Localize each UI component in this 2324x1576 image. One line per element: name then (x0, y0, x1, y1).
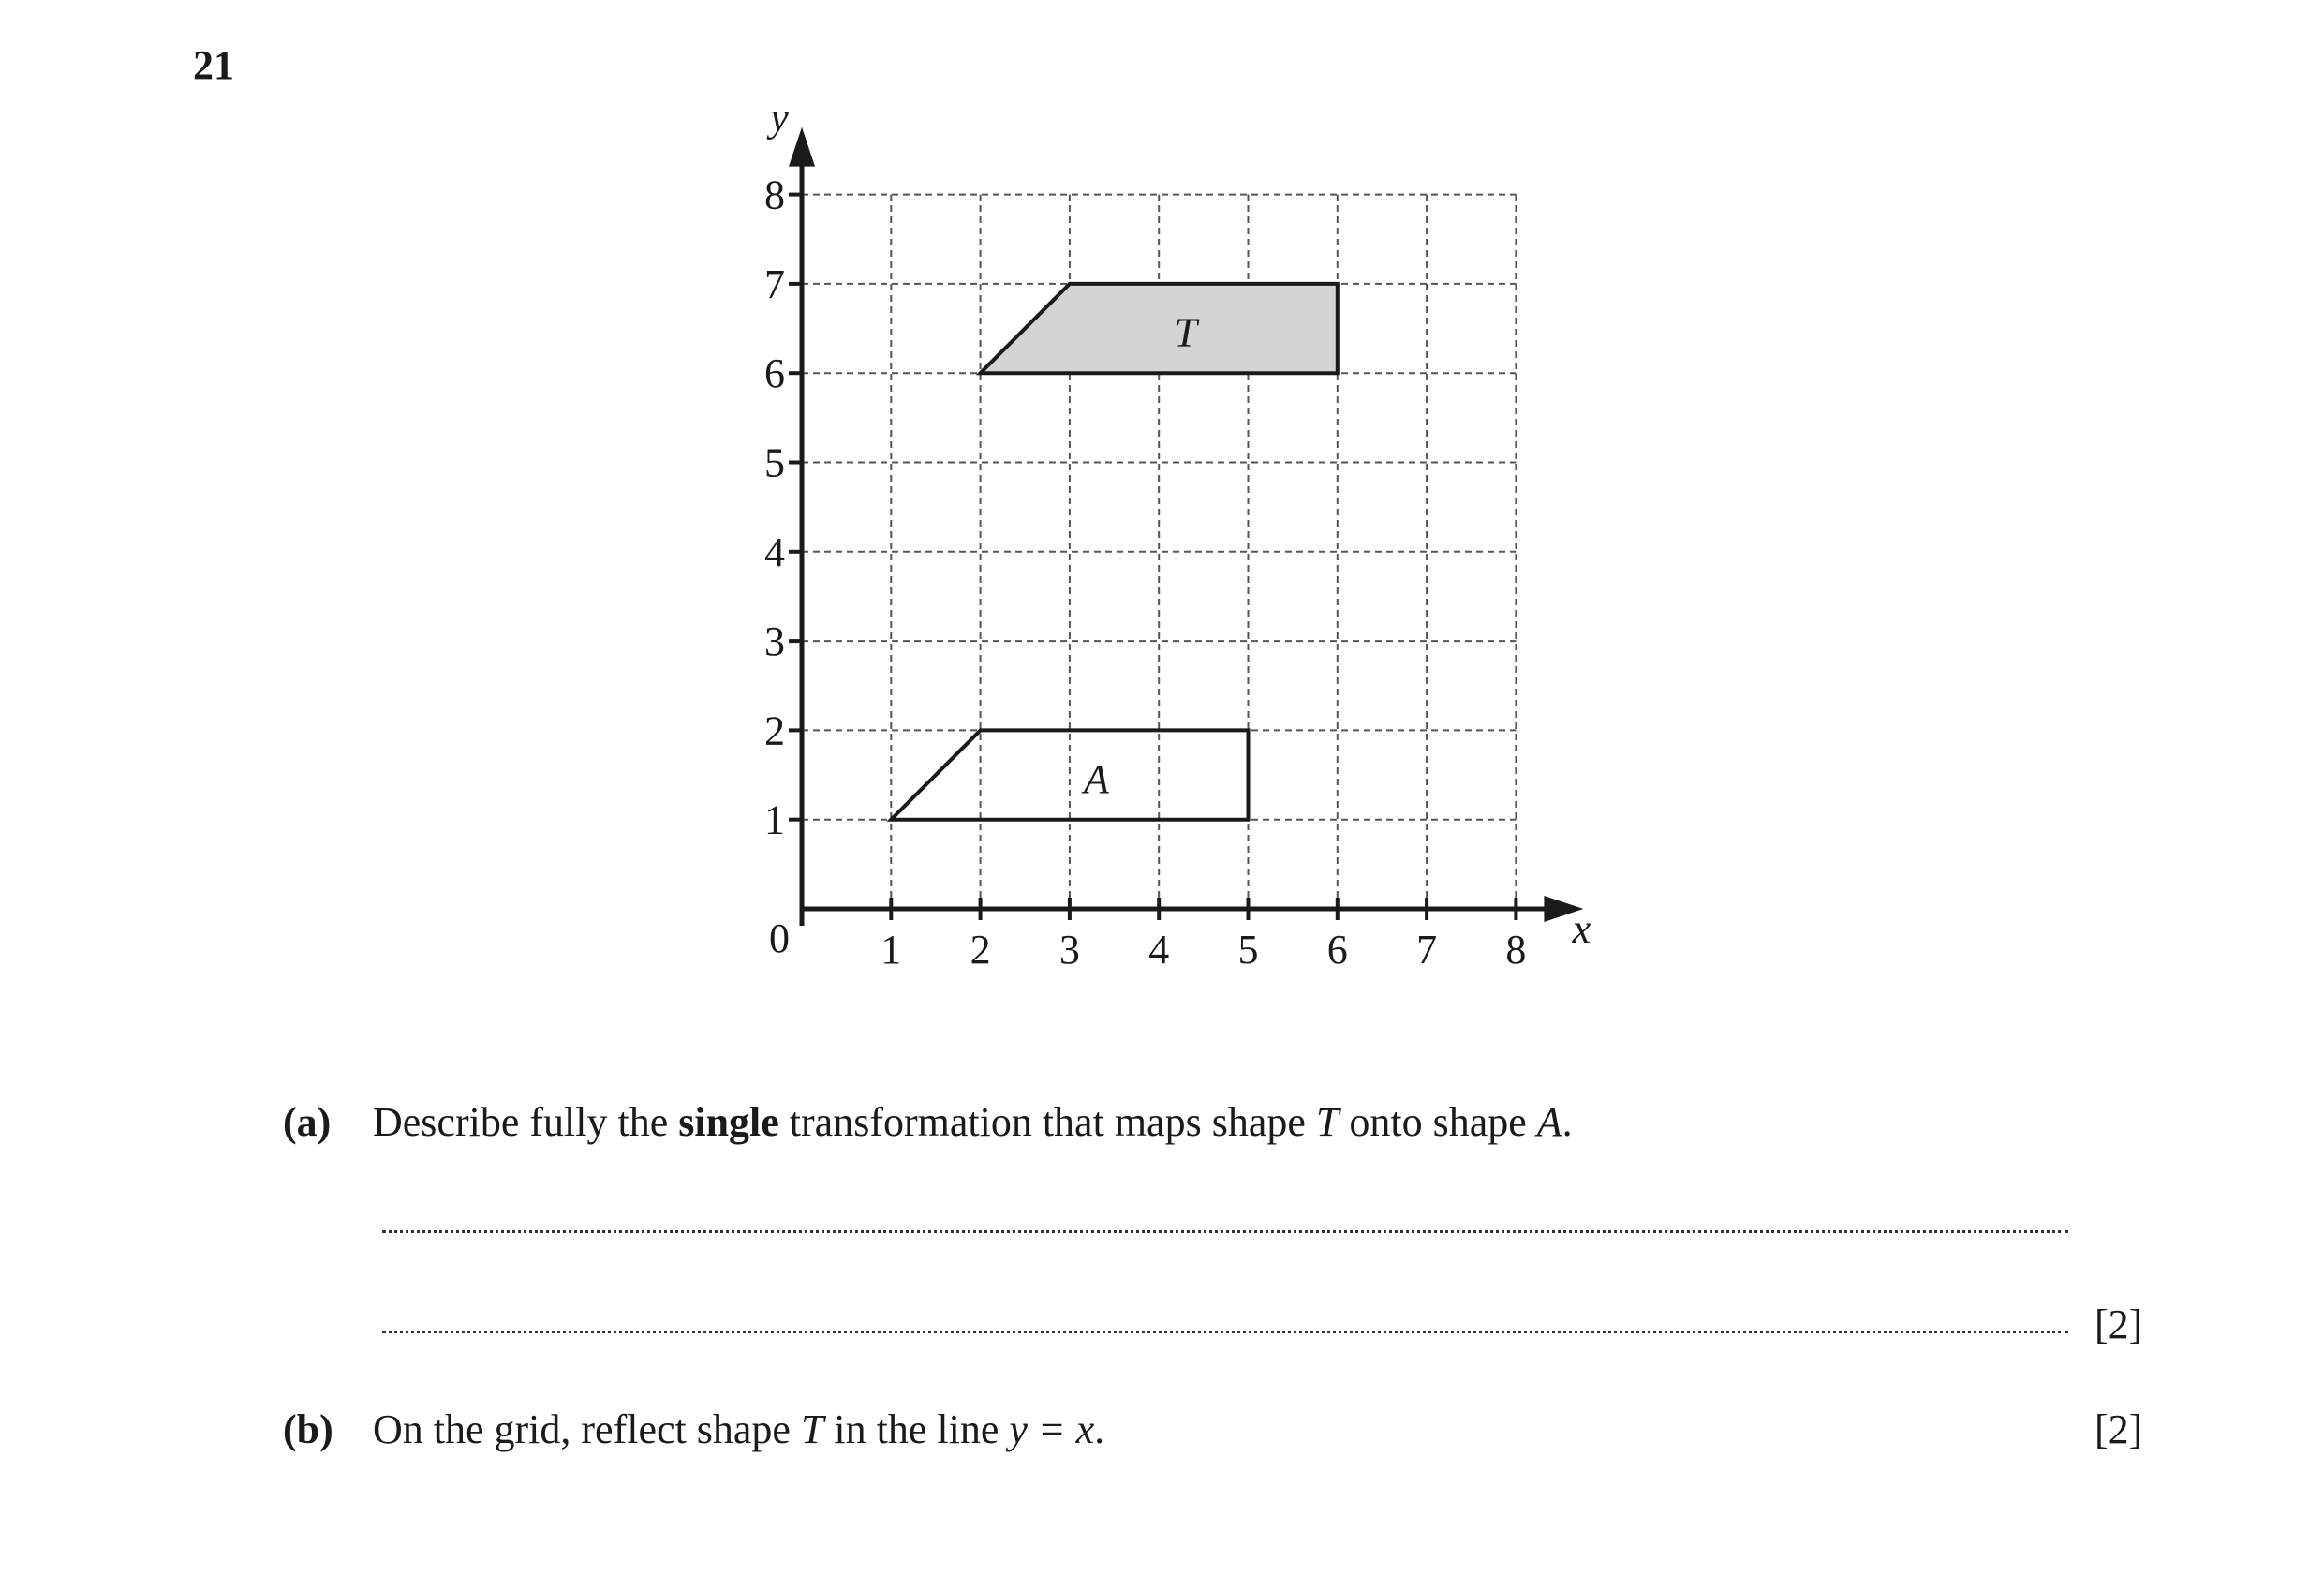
origin-label: 0 (769, 915, 790, 961)
part-a-shape-a: A (1536, 1099, 1562, 1145)
y-tick-label: 3 (764, 618, 785, 665)
part-b-label: (b) (283, 1406, 333, 1452)
part-a-text-3: onto shape (1339, 1099, 1537, 1145)
part-a-shape-t: T (1315, 1099, 1340, 1145)
part-a-marks: [2] (2095, 1301, 2143, 1347)
x-axis-label: x (1572, 906, 1591, 952)
y-tick-label: 2 (764, 707, 785, 754)
part-a-question (373, 1099, 1573, 1145)
answer-line-2[interactable] (382, 1331, 2068, 1333)
part-b-question (373, 1406, 1105, 1452)
x-tick-label: 2 (970, 927, 991, 973)
x-tick-label: 1 (881, 927, 902, 973)
part-a-bold-word: single (678, 1099, 779, 1145)
y-tick-label: 6 (764, 350, 785, 397)
part-b-equation: y = x (1009, 1406, 1095, 1452)
question-number: 21 (193, 42, 234, 88)
part-b-text-1: On the grid, reflect shape (373, 1406, 801, 1452)
x-tick-label: 6 (1326, 927, 1348, 973)
part-a-text-1: Describe fully the (373, 1099, 679, 1145)
part-a-label: (a) (283, 1099, 332, 1145)
y-tick-label: 7 (764, 260, 785, 307)
part-b-shape-t: T (800, 1406, 824, 1452)
y-tick-label: 4 (764, 528, 785, 575)
x-tick-label: 5 (1237, 927, 1259, 973)
labels-layer (764, 95, 1591, 973)
shape-a-label: A (1084, 755, 1109, 802)
y-tick-label: 8 (764, 171, 785, 218)
y-tick-label: 1 (764, 796, 785, 843)
part-b-text-2: in the line (823, 1406, 1010, 1452)
x-tick-label: 4 (1148, 927, 1170, 973)
part-a-text-2: transformation that maps shape (778, 1099, 1316, 1145)
x-tick-label: 3 (1058, 927, 1080, 973)
y-tick-label: 5 (764, 439, 785, 486)
part-a-text-4: . (1562, 1099, 1573, 1145)
shape-t (981, 284, 1338, 373)
y-axis-label: y (770, 94, 789, 141)
y-axis-arrow (789, 127, 815, 167)
x-tick-label: 8 (1505, 927, 1527, 973)
part-b-text-3: . (1094, 1406, 1105, 1452)
axes-layer (789, 127, 1583, 926)
answer-line-1[interactable] (382, 1230, 2068, 1233)
shapes-layer (891, 284, 1338, 820)
x-tick-label: 7 (1416, 927, 1438, 973)
shape-t-label: T (1174, 309, 1198, 356)
part-b-marks: [2] (2095, 1406, 2143, 1452)
